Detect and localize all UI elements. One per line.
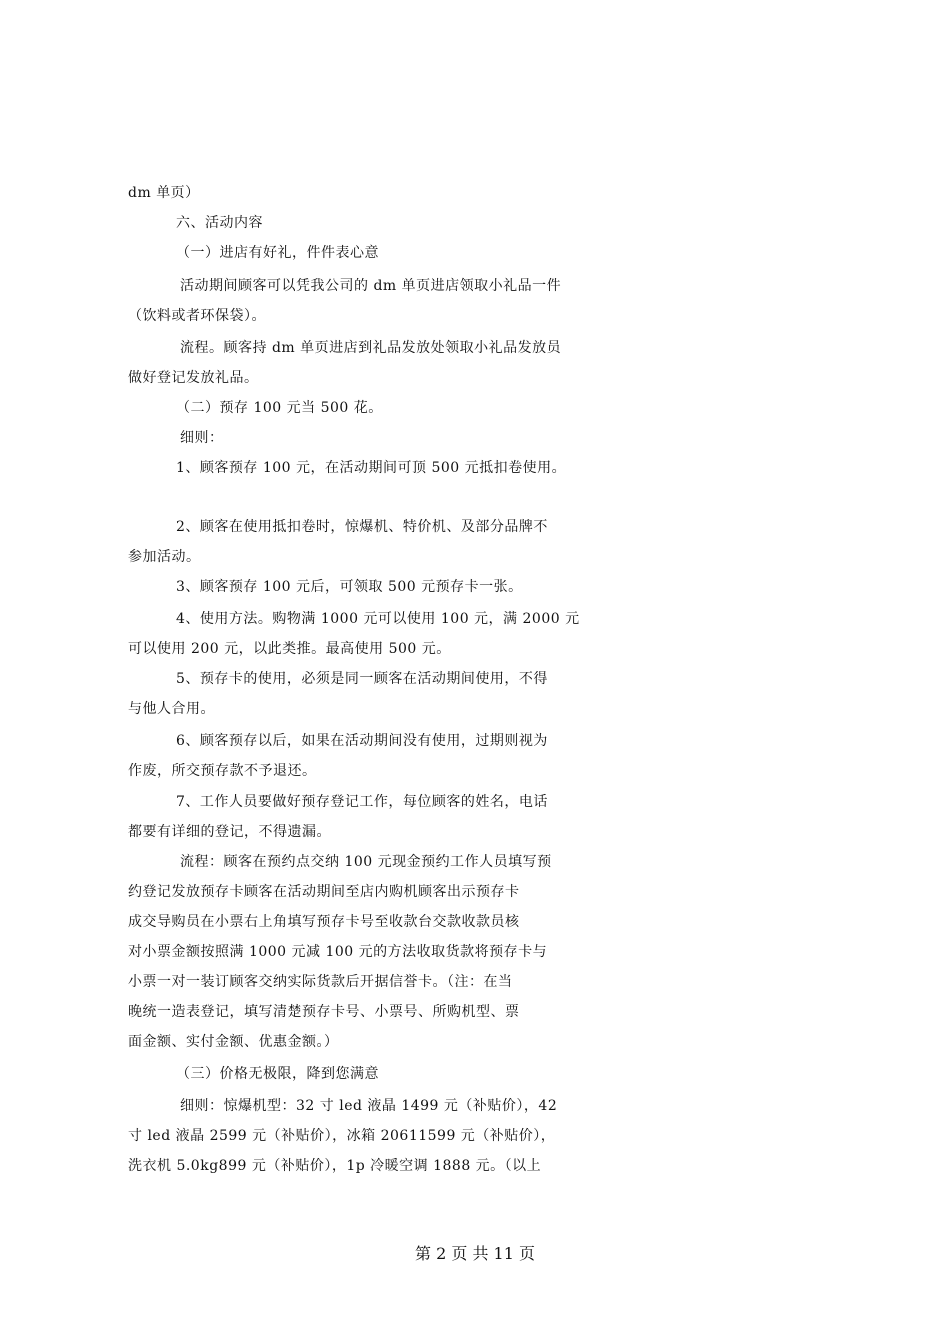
text-line: 5、预存卡的使用，必须是同一顾客在活动期间使用，不得 [176,671,548,687]
page-number-footer: 第 2 页 共 11 页 [415,1244,535,1263]
text-line: 流程。顾客持 dm 单页进店到礼品发放处领取小礼品发放员 [180,340,562,356]
text-line: 洗衣机 5.0kg899 元（补贴价），1p 冷暖空调 1888 元。（以上 [128,1158,542,1174]
text-line: 6、顾客预存以后，如果在活动期间没有使用，过期则视为 [176,733,548,749]
subsection-heading: （二）预存 100 元当 500 花。 [176,400,383,416]
text-line: 流程：顾客在预约点交纳 100 元现金预约工作人员填写预 [180,854,552,870]
subsection-heading: （三）价格无极限，降到您满意 [176,1066,379,1082]
text-line: 晚统一造表登记，填写清楚预存卡号、小票号、所购机型、票 [128,1004,520,1020]
text-line: 约登记发放预存卡顾客在活动期间至店内购机顾客出示预存卡 [128,884,520,900]
text-line: 成交导购员在小票右上角填写预存卡号至收款台交款收款员核 [128,914,520,930]
text-line: dm 单页） [128,185,200,201]
text-line: 4、使用方法。购物满 1000 元可以使用 100 元，满 2000 元 [176,611,580,627]
text-line: 参加活动。 [128,549,201,565]
text-line: 与他人合用。 [128,701,215,717]
text-line: （饮料或者环保袋）。 [128,308,266,324]
text-line: 活动期间顾客可以凭我公司的 dm 单页进店领取小礼品一件 [180,278,562,294]
text-line: 作废，所交预存款不予退还。 [128,763,317,779]
text-line: 细则： [180,430,224,446]
text-line: 寸 led 液晶 2599 元（补贴价），冰箱 20611599 元（补贴价）， [128,1128,556,1144]
text-line: 做好登记发放礼品。 [128,370,259,386]
text-line: 小票一对一装订顾客交纳实际货款后开据信誉卡。（注：在当 [128,974,513,990]
section-heading: 六、活动内容 [176,215,263,231]
text-line: 细则：惊爆机型：32 寸 led 液晶 1499 元（补贴价），42 [180,1098,558,1114]
text-line: 7、工作人员要做好预存登记工作，每位顾客的姓名，电话 [176,794,548,810]
text-line: 对小票金额按照满 1000 元减 100 元的方法收取货款将预存卡与 [128,944,548,960]
text-line: 2、顾客在使用抵扣卷时，惊爆机、特价机、及部分品牌不 [176,519,548,535]
text-line: 面金额、实付金额、优惠金额。） [128,1034,339,1050]
text-line: 可以使用 200 元，以此类推。最高使用 500 元。 [128,641,451,657]
text-line: 3、顾客预存 100 元后，可领取 500 元预存卡一张。 [176,579,523,595]
text-line: 都要有详细的登记，不得遗漏。 [128,824,331,840]
text-line: 1、顾客预存 100 元，在活动期间可顶 500 元抵扣卷使用。 [176,460,567,476]
subsection-heading: （一）进店有好礼，件件表心意 [176,245,379,261]
